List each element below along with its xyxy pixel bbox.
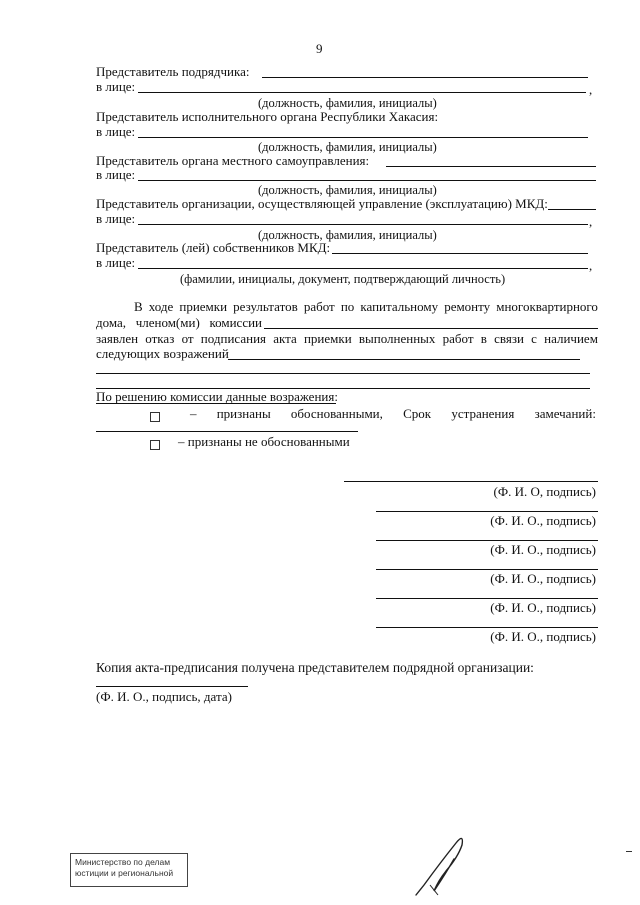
representative-fill-line[interactable]: [548, 209, 596, 210]
signature-line[interactable]: [376, 569, 598, 570]
signature-caption: (Ф. И. О, подпись): [493, 484, 596, 499]
trailing-comma: ,: [589, 82, 593, 97]
in-person-label: в лице:: [96, 124, 136, 139]
margin-mark: [626, 851, 632, 852]
field-caption: (должность, фамилия, инициалы): [258, 183, 437, 197]
decision-title-underline: [96, 403, 336, 404]
field-caption: (фамилии, инициалы, документ, подтверждающий личность): [180, 272, 506, 286]
in-person-fill-line[interactable]: [138, 268, 588, 269]
objection-line-1: В ходе приемки результатов работ по капитальному ремонту многоквартирного: [134, 299, 598, 314]
representative-label-contractor: Представитель подрядчика:: [96, 64, 250, 79]
signature-line[interactable]: [376, 598, 598, 599]
ministry-stamp: [70, 853, 188, 887]
field-caption: (должность, фамилия, инициалы): [258, 140, 437, 154]
commission-member-fill-line[interactable]: [264, 328, 598, 329]
checkbox-justified[interactable]: [150, 410, 166, 425]
trailing-comma: ,: [589, 258, 593, 273]
in-person-fill-line[interactable]: [138, 92, 586, 93]
in-person-label: в лице:: [96, 211, 136, 226]
option-justified: – признаны обоснованными, Срок устранения замечаний:: [190, 406, 596, 421]
objection-line-2: дома, членом(ми) комиссии: [96, 315, 262, 330]
objection-line-4: следующих возражений: [96, 346, 229, 361]
representative-fill-line[interactable]: [386, 166, 596, 167]
signature-line[interactable]: [376, 627, 598, 628]
copy-received-caption: (Ф. И. О., подпись, дата): [96, 689, 232, 704]
objection-line-3: заявлен отказ от подписания акта приемки выполненных работ в связи с наличием: [96, 331, 598, 346]
field-caption: (должность, фамилия, инициалы): [258, 96, 437, 110]
signature-caption: (Ф. И. О., подпись): [490, 542, 596, 557]
representative-label-owners: Представитель (лей) собственников МКД:: [96, 240, 331, 255]
stamp-line: Министерство по делам: [75, 857, 171, 867]
checkbox-icon[interactable]: [150, 412, 160, 422]
objections-fill-line[interactable]: [228, 359, 580, 360]
deadline-fill-line[interactable]: [96, 431, 358, 432]
in-person-label: в лице:: [96, 79, 136, 94]
checkbox-not-justified[interactable]: [150, 438, 166, 453]
decision-title: По решению комиссии данные возражения:: [96, 389, 338, 404]
trailing-comma: ,: [589, 214, 593, 229]
copy-received-fill-line[interactable]: [96, 686, 248, 687]
signature-line[interactable]: [376, 511, 598, 512]
representative-label-management-company: Представитель организации, осуществляющей управление (эксплуатацию) МКД:: [96, 196, 548, 211]
representative-fill-line[interactable]: [332, 253, 588, 254]
signature-line[interactable]: [344, 481, 598, 482]
in-person-label: в лице:: [96, 167, 136, 182]
signature-caption: (Ф. И. О., подпись): [490, 571, 596, 586]
signature-caption: (Ф. И. О., подпись): [490, 600, 596, 615]
in-person-fill-line[interactable]: [138, 137, 588, 138]
handwritten-signature-icon: [412, 825, 472, 900]
page-number: 9: [316, 41, 323, 56]
signature-caption: (Ф. И. О., подпись): [490, 513, 596, 528]
stamp-line: юстиции и региональной: [75, 868, 174, 878]
option-not-justified: – признаны не обоснованными: [178, 434, 350, 449]
in-person-fill-line[interactable]: [138, 180, 596, 181]
in-person-label: в лице:: [96, 255, 136, 270]
signature-line[interactable]: [376, 540, 598, 541]
copy-received-text: Копия акта-предписания получена представителем подрядной организации:: [96, 660, 534, 675]
in-person-fill-line[interactable]: [138, 224, 588, 225]
checkbox-icon[interactable]: [150, 440, 160, 450]
representative-label-executive-body: Представитель исполнительного органа Республики Хакасия:: [96, 109, 439, 124]
field-caption: (должность, фамилия, инициалы): [258, 228, 437, 242]
signature-caption: (Ф. И. О., подпись): [490, 629, 596, 644]
objections-fill-line[interactable]: [96, 373, 590, 374]
representative-label-local-government: Представитель органа местного самоуправления:: [96, 153, 370, 168]
representative-fill-line[interactable]: [262, 77, 588, 78]
